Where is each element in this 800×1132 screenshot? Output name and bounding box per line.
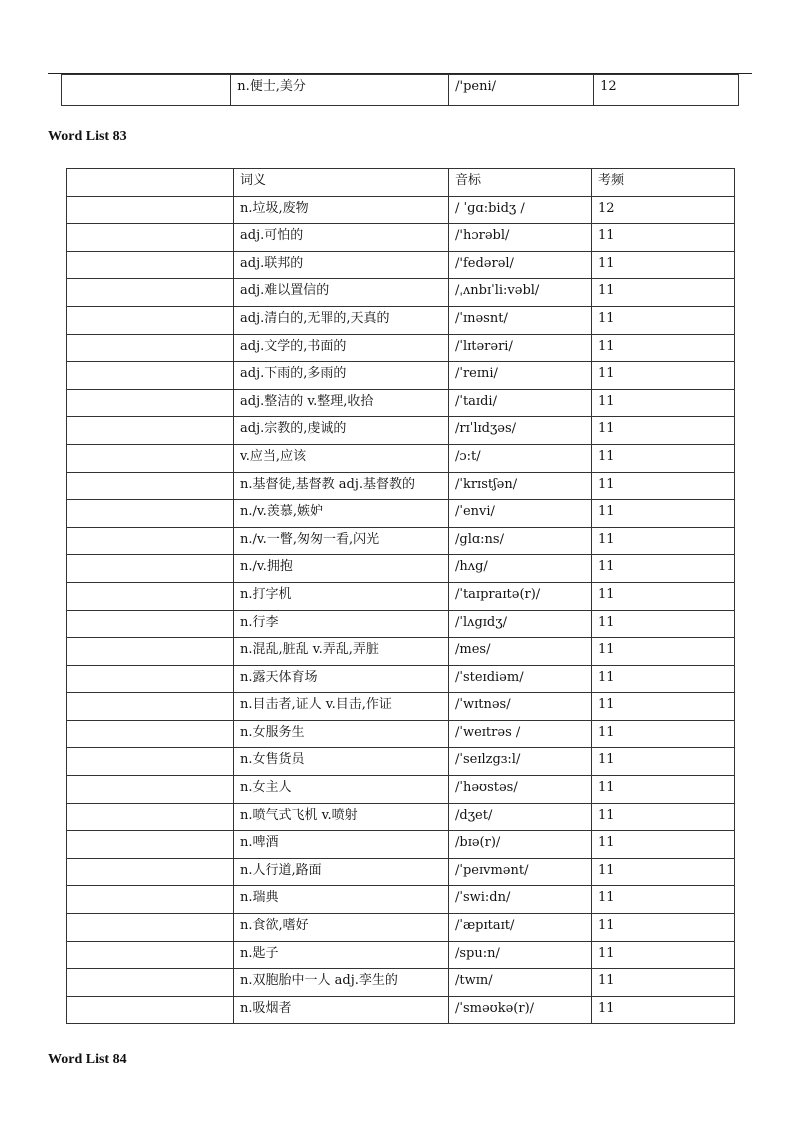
table-row [67, 306, 735, 334]
frequency-cell: 11 [592, 886, 735, 914]
table-row [67, 886, 735, 914]
word-cell [67, 831, 234, 859]
word-cell [67, 969, 234, 997]
meaning-cell: adj.联邦的 [234, 251, 449, 279]
meaning-cell: n.女售货员 [234, 748, 449, 776]
phonetic-cell: /ˈɪnəsnt/ [449, 306, 592, 334]
meaning-cell: n.便士,美分 [231, 75, 449, 106]
phonetic-cell: /ˈtaɪdi/ [449, 389, 592, 417]
meaning-cell: n.瑞典 [234, 886, 449, 914]
phonetic-cell: /ˈseɪlzgɜ:l/ [449, 748, 592, 776]
word-cell [67, 610, 234, 638]
word-cell [67, 914, 234, 942]
frequency-cell: 11 [592, 555, 735, 583]
phonetic-cell: /spu:n/ [449, 941, 592, 969]
meaning-cell: n.喷气式飞机 v.喷射 [234, 803, 449, 831]
phonetic-cell: /hʌg/ [449, 555, 592, 583]
table-row [67, 527, 735, 555]
phonetic-cell: /rɪˈlɪdʒəs/ [449, 417, 592, 445]
table-row [67, 582, 735, 610]
frequency-cell: 11 [592, 224, 735, 252]
word-cell [67, 527, 234, 555]
meaning-cell: n.双胞胎中一人 adj.孪生的 [234, 969, 449, 997]
meaning-cell: adj.清白的,无罪的,天真的 [234, 306, 449, 334]
word-cell [67, 665, 234, 693]
word-cell [67, 362, 234, 390]
table-row [67, 389, 735, 417]
frequency-cell: 11 [592, 417, 735, 445]
frequency-cell: 11 [592, 527, 735, 555]
table-row [67, 279, 735, 307]
table-row [67, 196, 735, 224]
frequency-cell: 11 [592, 389, 735, 417]
meaning-cell: adj.文学的,书面的 [234, 334, 449, 362]
meaning-cell: n.匙子 [234, 941, 449, 969]
table-row [67, 472, 735, 500]
phonetic-cell: /ˈswi:dn/ [449, 886, 592, 914]
phonetic-cell: /ˈweɪtrəs / [449, 720, 592, 748]
meaning-cell: n.人行道,路面 [234, 858, 449, 886]
phonetic-header: 音标 [449, 169, 592, 197]
word-cell [67, 638, 234, 666]
meaning-cell: n.啤酒 [234, 831, 449, 859]
frequency-cell: 12 [592, 196, 735, 224]
word-cell [67, 555, 234, 583]
frequency-cell: 11 [592, 251, 735, 279]
phonetic-cell: /twɪn/ [449, 969, 592, 997]
word-cell [67, 472, 234, 500]
frequency-cell: 11 [592, 941, 735, 969]
table-row [67, 555, 735, 583]
table-row [67, 362, 735, 390]
phonetic-cell: /ˈreɪni/ [449, 362, 592, 390]
table-row [67, 693, 735, 721]
frequency-cell: 11 [592, 776, 735, 804]
phonetic-cell: /ˈpeɪvmənt/ [449, 858, 592, 886]
frequency-cell: 11 [592, 444, 735, 472]
word-cell [67, 251, 234, 279]
table-row [67, 610, 735, 638]
table-row [67, 914, 735, 942]
meaning-cell: n.垃圾,废物 [234, 196, 449, 224]
meaning-cell: n.吸烟者 [234, 996, 449, 1024]
table-row [67, 748, 735, 776]
word-cell [67, 389, 234, 417]
word-cell [67, 803, 234, 831]
frequency-cell: 11 [592, 720, 735, 748]
frequency-cell: 12 [594, 75, 739, 106]
phonetic-cell: /dʒet/ [449, 803, 592, 831]
word-cell [67, 500, 234, 528]
word-cell [67, 720, 234, 748]
word-list-84-heading: Word List 84 [48, 1052, 127, 1067]
table-row [67, 444, 735, 472]
previous-list-table [61, 74, 739, 106]
phonetic-cell: /ˈtaɪpraɪtə(r)/ [449, 582, 592, 610]
word-list-83-table [66, 168, 735, 1024]
meaning-cell: adj.整洁的 v.整理,收拾 [234, 389, 449, 417]
phonetic-cell: /ˈhəʊstəs/ [449, 776, 592, 804]
phonetic-cell: /ˈsteɪdiəm/ [449, 665, 592, 693]
table-row [67, 969, 735, 997]
word-list-83-heading: Word List 83 [48, 129, 127, 144]
meaning-cell: n.混乱,脏乱 v.弄乱,弄脏 [234, 638, 449, 666]
phonetic-cell: /ˈlʌgɪdʒ/ [449, 610, 592, 638]
word-cell [67, 776, 234, 804]
phonetic-cell: /mes/ [449, 638, 592, 666]
meaning-cell: n./v.拥抱 [234, 555, 449, 583]
word-cell [67, 886, 234, 914]
phonetic-cell: /ˈæpɪtaɪt/ [449, 914, 592, 942]
frequency-cell: 11 [592, 500, 735, 528]
table-row [67, 776, 735, 804]
meaning-cell: n.基督徒,基督教 adj.基督教的 [234, 472, 449, 500]
table-row [67, 831, 735, 859]
table-row [67, 334, 735, 362]
meaning-cell: n.女服务生 [234, 720, 449, 748]
meaning-cell: adj.宗教的,虔诚的 [234, 417, 449, 445]
word-cell [67, 417, 234, 445]
word-cell [67, 693, 234, 721]
meaning-cell: adj.下雨的,多雨的 [234, 362, 449, 390]
meaning-cell: n.行李 [234, 610, 449, 638]
word-cell [67, 444, 234, 472]
table-row [67, 996, 735, 1024]
meaning-header: 词义 [234, 169, 449, 197]
meaning-cell: n./v.羡慕,嫉妒 [234, 500, 449, 528]
table-row [67, 720, 735, 748]
phonetic-cell: /ˈenvi/ [449, 500, 592, 528]
frequency-cell: 11 [592, 665, 735, 693]
table-row [67, 500, 735, 528]
table-row [67, 858, 735, 886]
phonetic-cell: /'hɔrəbl/ [449, 224, 592, 252]
phonetic-cell: /ˌʌnbɪˈli:vəbl/ [449, 279, 592, 307]
phonetic-cell: /'fedərəl/ [449, 251, 592, 279]
word-cell [67, 858, 234, 886]
table-row [67, 251, 735, 279]
meaning-cell: n.食欲,嗜好 [234, 914, 449, 942]
table-row [67, 803, 735, 831]
phonetic-cell: /ˈwɪtnəs/ [449, 693, 592, 721]
phonetic-cell: /ˈsməʊkə(r)/ [449, 996, 592, 1024]
meaning-cell: n.露天体育场 [234, 665, 449, 693]
word-cell [67, 996, 234, 1024]
frequency-cell: 11 [592, 693, 735, 721]
word-cell [67, 306, 234, 334]
word-cell [67, 279, 234, 307]
frequency-cell: 11 [592, 638, 735, 666]
frequency-cell: 11 [592, 914, 735, 942]
phonetic-cell: /ˈlɪtərəri/ [449, 334, 592, 362]
frequency-cell: 11 [592, 831, 735, 859]
frequency-cell: 11 [592, 582, 735, 610]
word-cell [67, 196, 234, 224]
table-row [67, 638, 735, 666]
phonetic-cell: /glɑ:ns/ [449, 527, 592, 555]
frequency-cell: 11 [592, 279, 735, 307]
word-cell [62, 75, 231, 106]
frequency-header: 考频 [592, 169, 735, 197]
meaning-cell: adj.可怕的 [234, 224, 449, 252]
table-row [67, 941, 735, 969]
word-cell [67, 748, 234, 776]
phonetic-cell: / ˈɡɑ:bidʒ / [449, 196, 592, 224]
phonetic-cell: /bɪə(r)/ [449, 831, 592, 859]
phonetic-cell: /'peni/ [449, 75, 594, 106]
frequency-cell: 11 [592, 803, 735, 831]
meaning-cell: v.应当,应该 [234, 444, 449, 472]
phonetic-cell: /ˈkrɪstʃən/ [449, 472, 592, 500]
word-cell [67, 582, 234, 610]
frequency-cell: 11 [592, 334, 735, 362]
table-header-row [67, 169, 735, 197]
frequency-cell: 11 [592, 858, 735, 886]
frequency-cell: 11 [592, 610, 735, 638]
frequency-cell: 11 [592, 748, 735, 776]
table-row [67, 417, 735, 445]
frequency-cell: 11 [592, 472, 735, 500]
word-cell [67, 334, 234, 362]
frequency-cell: 11 [592, 969, 735, 997]
meaning-cell: n.女主人 [234, 776, 449, 804]
frequency-cell: 11 [592, 306, 735, 334]
meaning-cell: n.目击者,证人 v.目击,作证 [234, 693, 449, 721]
table-row [67, 224, 735, 252]
frequency-cell: 11 [592, 996, 735, 1024]
table-row [67, 665, 735, 693]
word-header-cell [67, 169, 234, 197]
meaning-cell: adj.难以置信的 [234, 279, 449, 307]
meaning-cell: n./v.一瞥,匆匆一看,闪光 [234, 527, 449, 555]
table-row [62, 75, 739, 106]
word-cell [67, 224, 234, 252]
phonetic-cell: /ɔ:t/ [449, 444, 592, 472]
frequency-cell: 11 [592, 362, 735, 390]
word-cell [67, 941, 234, 969]
meaning-cell: n.打字机 [234, 582, 449, 610]
